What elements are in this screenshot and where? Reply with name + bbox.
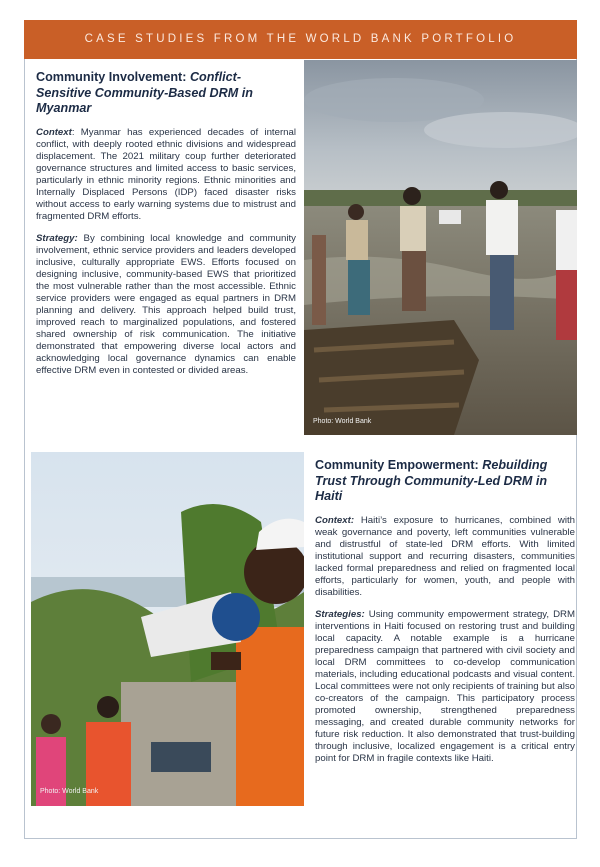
section-title-italic: Conflict-Sensitive Community-Based DRM in Myanmar xyxy=(36,70,253,115)
strategy-text: Using community empowerment strategy, DRM interventions in Haiti focused on restoring trust and building local capacity. A notable example is a hurricane preparedness campaign that partnered with civil society and local DRM committees to co-develop communication materials, including educational podcasts and visual content. Local committees were not only recipients of training but also co-creators of the campaign. This participatory process promoted ownership, strengthened preparedness messaging, and created durable community networks for future risk reduction. It also demonstrated that trust-building through inclusive, localized engagement is a critical entry point for DRM in fragile contexts like Haiti. xyxy=(315,608,576,765)
strategy-label: Strategy: xyxy=(36,232,78,244)
strategy-label: Strategies: xyxy=(315,608,365,620)
context-paragraph xyxy=(315,515,575,599)
context-text: : Myanmar has experienced decades of internal conflict, with deeply rooted ethnic divisions and widespread displacement. The 2021 military coup further deteriorated governance structures and limited access to basic services, particularly in ethnic minority regions. Ethnic minorities and Internally Displaced Persons (IDP) faced disaster risks without access to early warning systems due to mistrust and fragmented DRM efforts. xyxy=(36,126,296,222)
context-label: Context xyxy=(36,126,72,138)
banner-title: CASE STUDIES FROM THE WORLD BANK PORTFOLIO xyxy=(24,20,577,59)
strategy-text: By combining local knowledge and community involvement, ethnic service providers and leaders developed inclusive, culturally appropriate EWS. Efforts focused on designing inclusive, community-based EWS that prioritized the most vulnerable rather than the most accessible. Ethnic service providers were engaged as equal partners in DRM planning and delivery. This approach helped build trust, improved reach to marginalized populations, and fostered shared ownership of risk communication. The initiative demonstrated that empowering diverse local actors and acknowledging local governance dynamics can enable effective DRM even in contested or divided areas. xyxy=(36,232,296,377)
section-myanmar xyxy=(36,70,296,377)
context-text: Haiti’s exposure to hurricanes, combined with weak governance and poverty, left communities vulnerable and distrustful of state-led DRM efforts. With limited institutional support and recurring disasters, communities lacked formal preparedness and relied on fragmented local efforts, particularly for women, youth, and people with disabilities. xyxy=(315,514,575,598)
section-title xyxy=(315,458,575,505)
section-title-plain: Community Empowerment: xyxy=(315,458,483,472)
context-paragraph xyxy=(36,127,296,223)
section-title-plain: Community Involvement: xyxy=(36,70,190,84)
section-title xyxy=(36,70,296,117)
myanmar-photo xyxy=(304,60,577,435)
strategy-paragraph xyxy=(315,609,575,766)
section-haiti xyxy=(315,458,575,765)
strategy-paragraph xyxy=(36,233,296,378)
section-title-italic: Rebuilding Trust Through Community-Led DRM in Haiti xyxy=(315,458,548,503)
haiti-photo xyxy=(31,452,304,806)
context-label: Context: xyxy=(315,514,355,526)
photo-credit: Photo: World Bank xyxy=(40,788,99,795)
photo-credit: Photo: World Bank xyxy=(313,418,372,425)
